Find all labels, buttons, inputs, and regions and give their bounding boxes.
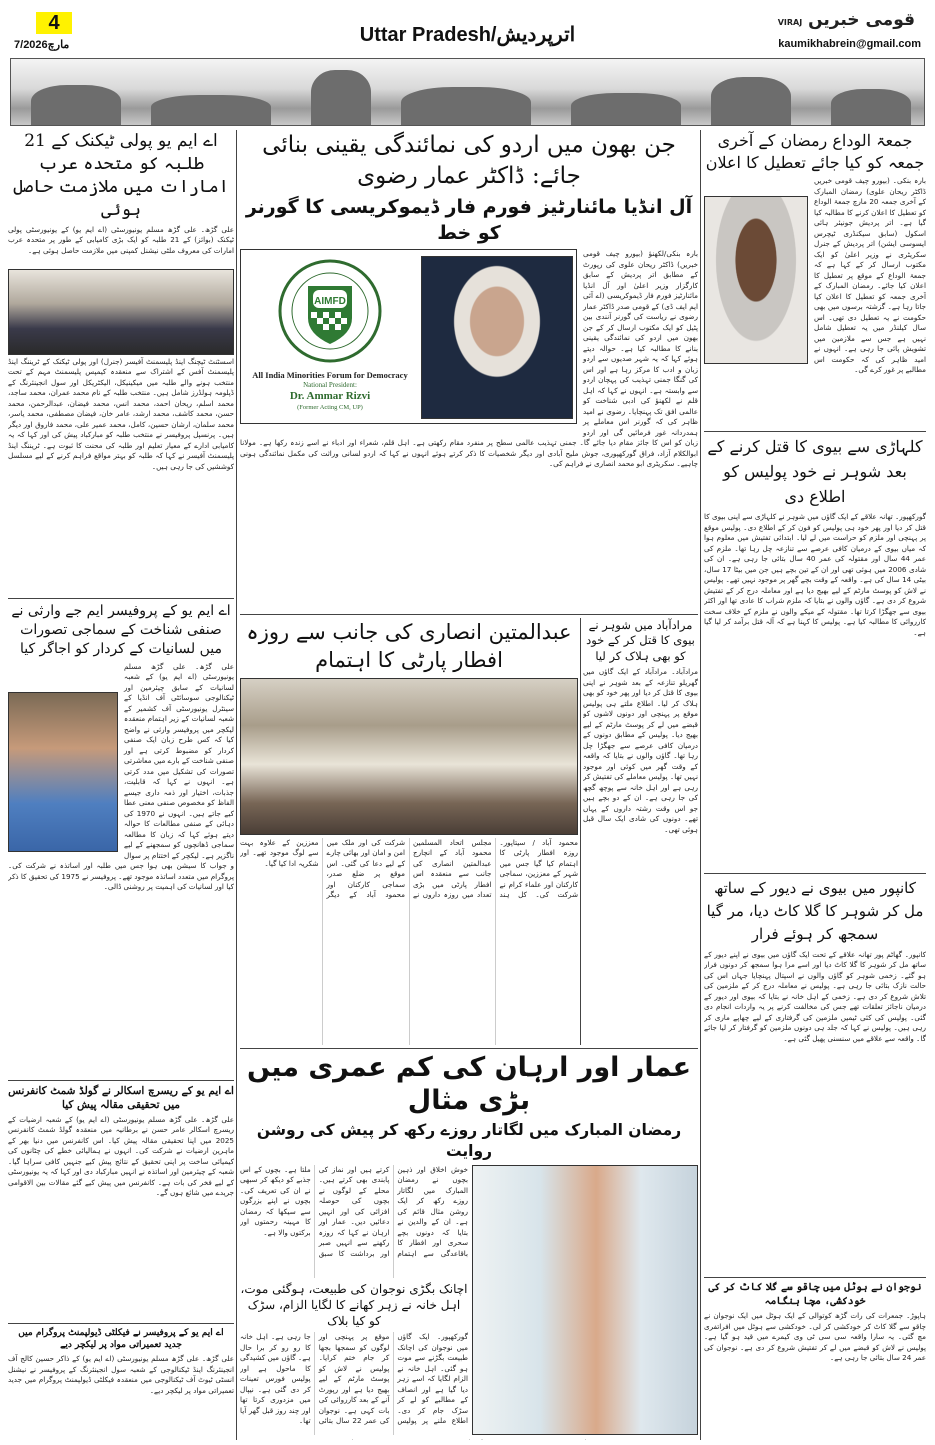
article-body: [704, 176, 926, 428]
dr-ammar-rizvi-photo: [421, 256, 573, 419]
divider: [240, 1048, 698, 1049]
headline-iftar-party: عبدالمتین انصاری کی جانب سے روزہ افطار پارٹی کا اہتمام: [246, 619, 572, 673]
fasting-left: [240, 1165, 468, 1435]
article-body: علی گڑھ۔ علی گڑھ مسلم یونیورسٹی (اے ایم یو) کے یونیورسٹی پولی ٹیکنک (بوائز) کے 21 طلبہ کو ایک بڑی کامیابی کے طور پر متحدہ عرب امارات کی معروف ملٹی نیشنل کمپنی میں ملازمت حاصل ہوئی ہے۔: [8, 224, 234, 255]
headline-amu-professor-varsi: اے ایم یو کے پروفیسر ایم جے وارثی نے صنفی شناخت کے سماجی تصورات میں لسانیات کے کردار کو اجاگر کیا: [11, 603, 231, 657]
left-column: [8, 130, 234, 1440]
aimfd-image: [240, 249, 577, 424]
headline-axe-murder: کلہاڑی سے بیوی کا قتل کرنے کے بعد شوہر نے خود پولیس کو اطلاع دی: [707, 437, 923, 506]
skyline-banner: [10, 58, 925, 126]
iftar-row: [240, 618, 698, 1045]
issue-date: 7/مارچ2026: [14, 39, 70, 51]
article-body: علی گڑھ۔ علی گڑھ مسلم یونیورسٹی (اے ایم یو) کے شعبہ ارضیات کے ریسرچ اسکالر عامر حسن نے برطانیہ میں منعقدہ گولڈ شمٹ کانفرنس 2025 میں اپنا تحقیقی مقالہ پیش کیا۔ اس کانفرنس میں دنیا بھر کے ماہرین ارضیات نے شرکت کی۔ انہوں نے ہمالیائی خطے کی چٹانوں کی کیمیائی ساخت پر اپنی تحقیق کے نتائج پیش کیے جنہیں کافی سراہا گیا۔ شعبہ کے چیئرمین اور اساتذہ نے انہیں مبارکباد دی اور کہا کہ یہ یونیورسٹی کے لیے فخر کی بات ہے۔ کانفرنس میں پیش کیے گئے مقالات بین الاقوامی جریدے میں شائع ہوں گے۔: [8, 1114, 234, 1198]
divider: [704, 431, 926, 432]
headline-moradabad: مرادآباد میں شوہر نے بیوی کا قتل کر کے خود کو بھی ہلاک کر لیا: [586, 617, 695, 663]
article-text: بارہ بنکی۔ (بیورو چیف قومی خبریں ڈاکٹر ریحان علوی) رمضان المبارک کے آخری جمعہ 20 مارچ جمعۃ الوداع کو تعطیل کا اعلان کرنے کا مطالبہ کیا گیا ہے۔ اتر پردیش جونیئر ہائی اسکول (سابق سیکنڈری ٹیچرس ایسوسی ایشن) اتر پردیش کے جنرل سکریٹری نے وزیر اعلیٰ کو ایک مکتوب ارسال کر کے کہا ہے کہ جمعۃ الوداع کے موقع پر تعطیل کا اعلان کیا جائے۔ رمضان المبارک کے آخری جمعہ کو تعطیل کا اعلان کیا جاتا رہا ہے۔ گزشتہ برسوں میں بھی حکومت نے یہ تعطیل دی تھی۔ اس سال کیلنڈر میں یہ تعطیل شامل نہیں ہے جس سے ملازمین میں تشویش پائی جا رہی ہے۔ انہوں نے امید ظاہر کی کہ حکومت اس مطالبے پر غور کرے گی۔: [814, 176, 926, 375]
card-note: (Former Acting CM, UP): [297, 403, 363, 411]
iftar-photo: [240, 678, 578, 835]
section-title: Uttar Pradesh/اترپردیش: [359, 24, 576, 46]
headline-youth-death: اچانک بگڑی نوجوان کی طبیعت، ہوگئی موت، اہل خانہ نے زہر کھانے کا لگایا الزام، سڑک کو کیا بلاک: [240, 1281, 468, 1329]
subheadline-fasting-children: رمضان المبارک میں لگاتار روزے رکھ کر پیش کی روشن روایت: [256, 1121, 682, 1160]
children-photo: [472, 1165, 698, 1435]
column-divider: [700, 130, 701, 1440]
headline-hotel-suicide: نوجوان نے ہوٹل میں چاقو سے گلا کاٹ کر کی خودکشی، مچا ہنگامہ: [708, 1282, 922, 1307]
column-divider: [580, 618, 581, 1045]
headline-faculty-development: اے ایم یو کے پروفیسر نے فیکلٹی ڈیولپمنٹ پروگرام میں جدید تعمیراتی مواد پر لیکچر دیے: [18, 1327, 224, 1351]
page-number: 4: [36, 12, 72, 34]
professor-portrait: [8, 692, 118, 852]
moradabad-story: [583, 618, 698, 1045]
card-role: National President:: [303, 380, 357, 389]
column-divider: [236, 130, 237, 1440]
divider: [704, 1277, 926, 1278]
center-column: [240, 130, 698, 1440]
contact-email[interactable]: kaumikhabrein@gmail.com: [778, 38, 921, 50]
iftar-story: [240, 618, 578, 1045]
headline-fasting-children: عمار اور ارہان کی کم عمری میں بڑی مثال: [246, 1052, 692, 1116]
fasting-row: [240, 1165, 698, 1435]
card-person: Dr. Ammar Rizvi: [289, 389, 371, 402]
article-text: علی گڑھ۔ علی گڑھ مسلم یونیورسٹی (اے ایم یو) کے شعبہ لسانیات کے سابق چیئرمین اور ٹیکنالوجی سوسائٹی آف انڈیا کے سینٹرل یونیورسٹی آف کشمیر کے شعبہ لسانیات کے زیر اہتمام منعقدہ لیکچر میں پروفیسر وارثی نے واضح کیا کہ کس طرح زبان ایک صنفی کردار کو مضبوط کرتی ہے اور صنفی شناخت کے بارے میں معاشرتی تصورات کی تشکیل میں مدد کرتی ہے۔ انہوں نے کہا کہ قابلیت، جذبات، اختیار اور ذمہ داری جیسے الفاظ کو مخصوص صنفی معنی عطا کیے جاتے ہیں۔ انہوں نے 1970 کی دہائی کے صنفی مطالعات کا حوالہ دیتے ہوئے کہا کہ زبان کا مطالعہ سماجی ڈھانچوں کو سمجھنے کے لیے ناگزیر ہے۔ لیکچر کے اختتام پر سوال و جواب کا سیشن بھی ہوا جس میں طلبہ اور اساتذہ نے شرکت کی۔ پروگرام میں متعدد اساتذہ موجود تھے۔ پروفیسر نے 1975 کی تحقیق کا ذکر کیا اور لسانیات کی اہمیت پر روشنی ڈالی۔: [8, 661, 234, 892]
divider: [8, 598, 234, 599]
brand-name: قومی خبریں: [808, 10, 915, 30]
article-body: خوش اخلاق اور ذہین بچوں نے رمضان المبارک میں لگاتار روزے رکھ کر ایک روشن مثال قائم کی ہے۔ ان کے والدین نے بتایا کہ دونوں بچے سحری اور افطار کا باقاعدگی سے اہتمام کرتے ہیں اور نماز کی پابندی بھی کرتے ہیں۔ محلے کے لوگوں نے بچوں کی حوصلہ افزائی کی اور انہیں دعائیں دیں۔ عمار اور ارہان نے کہا کہ روزہ رکھنے سے انہیں صبر اور برداشت کا سبق ملتا ہے۔ بچوں کے اس جذبے کو دیکھ کر سبھی نے ان کی تعریف کی۔ بچوں نے اپنے بزرگوں سے سیکھا کہ رمضان کا مہینہ رحمتوں اور برکتوں والا ہے۔: [240, 1164, 468, 1258]
headline-kanpur: کانپور میں بیوی نے دیور کے ساتھ مل کر شوہر کا گلا کاٹ دیا، مر گیا سمجھ کر ہوئے فرار: [706, 878, 924, 944]
subheadline-letter-to-governor: آل انڈیا مائنارٹیز فورم فار ڈیموکریسی کا گورنر کو خط: [245, 196, 693, 244]
portrait-photo: [704, 196, 808, 364]
article-body: کانپور۔ گھاٹم پور تھانہ علاقے کے تحت ایک گاؤں میں بیوی نے اپنے دیور کے ساتھ مل کر شوہر کا گلا کاٹ دیا اور اسے مرا ہوا سمجھ کر دونوں فرار ہو گئے۔ زخمی شوہر کو گاؤں والوں نے اسپتال پہنچایا جہاں اس کی حالت نازک بتائی جا رہی ہے۔ پولیس نے معاملہ درج کر کے ملزمین کی تلاش شروع کر دی ہے۔ زخمی کے اہل خانہ نے بتایا کہ بیوی اور دیور کے درمیان ناجائز تعلقات تھے جس کی مخالفت کرنے پر یہ واردات انجام دی گئی۔ پولیس کی کئی ٹیمیں ملزمین کی گرفتاری کے لیے چھاپے ماری کر رہی ہیں۔ پولیس نے کہا کہ جلد ہی دونوں ملزمین کو گرفتار کر لیا جائے گا۔ واقعہ سے علاقے میں سنسنی پھیل گئی ہے۔: [704, 949, 926, 1043]
card-org-name: All India Minorities Forum for Democracy: [252, 369, 408, 380]
svg-text:AIMFD: AIMFD: [314, 296, 346, 308]
brand-mark: VIRAJ: [777, 18, 803, 27]
article-body: [240, 1439, 698, 1440]
article-body: محمود آباد / سیتاپور۔ روزہ افطار پارٹی کا اہتمام کیا گیا جس میں شہر کے معززین، سماجی کارکنان اور علماء کرام نے شرکت کی۔ کل ہند مجلس اتحاد المسلمین محمود آباد کے انچارج عبدالمتین انصاری کی جانب سے منعقدہ اس افطار پارٹی میں بڑی تعداد میں روزہ داروں نے شرکت کی اور ملک میں امن و امان اور بھائی چارے کے لیے دعا کی گئی۔ اس موقع پر ضلع صدر، سماجی کارکنان اور محمود آباد کے دیگر معززین کے علاوہ بہت سے لوگ موجود تھے۔ اور شکریہ ادا کیا گیا۔: [240, 837, 578, 900]
article-body: [8, 662, 234, 1077]
divider: [240, 614, 698, 615]
article-body: علی گڑھ۔ علی گڑھ مسلم یونیورسٹی (اے ایم یو) کے ذاکر حسین کالج آف انجینئرنگ اینڈ ٹیکنالوجی کے شعبہ سول انجینئرنگ کے پروفیسر نے نیشنل انسٹی ٹیوٹ آف ٹیکنالوجی میں منعقدہ فیکلٹی ڈیولپمنٹ پروگرام میں جدید تعمیراتی مواد پر لیکچر دیے۔: [8, 1354, 234, 1395]
headline-urdu-representation: جن بھون میں اردو کی نمائندگی یقینی بنائی جائے: ڈاکٹر عمار رضوی: [262, 132, 676, 190]
divider: [704, 873, 926, 874]
aimfd-logo-icon: [275, 256, 385, 366]
divider: [8, 1080, 234, 1081]
article-body: گورکھپور۔ تھانہ علاقے کے ایک گاؤں میں شوہر نے کلہاڑی سے اپنی بیوی کا قتل کر دیا اور پھر خود ہی پولیس کو فون کر کے اطلاع دی۔ پولیس موقع پر پہنچی اور ملزم کو حراست میں لے لیا۔ ابتدائی تفتیش میں معلوم ہوا کہ میاں بیوی کے درمیان کافی عرصے سے تنازعہ چل رہا تھا۔ ملزم کی عمر 44 سال اور مقتولہ کی عمر 40 سال بتائی جا رہی ہے۔ ان کی شادی 2006 میں ہوئی تھی اور ان کے تین بچے ہیں جن میں بیٹا 17 سال، بیٹی 14 سال کی ہے۔ واقعہ کے وقت بچے گھر پر موجود نہیں تھے۔ پولیس نے لاش کو پوسٹ مارٹم کے لیے بھیج دیا ہے اور معاملہ درج کر کے تفتیش شروع کر دی ہے۔ گاؤں والوں نے بتایا کہ ملزم شراب کا عادی تھا اور اکثر بیوی سے جھگڑا کرتا تھا۔ مقتولہ کے میکے والوں نے ملزم کے خلاف سخت کارروائی کا مطالبہ کیا ہے۔ پولیس کا کہنا ہے کہ آلہ قتل برآمد کر لیا گیا ہے۔: [704, 512, 926, 637]
divider: [8, 1323, 234, 1324]
group-photo-students: [8, 269, 234, 355]
article-text: بارہ بنکی/لکھنؤ (بیورو چیف قومی خبریں) ڈاکٹر ریحان علوی کی رپورٹ کے مطابق اتر پردیش کے سابق کارگزار وزیر اعلیٰ اور آل انڈیا مائنارٹیز فورم فار ڈیموکریسی (اے آئی ایم ایف ڈی) کے قومی صدر ڈاکٹر عمار رضوی نے ریاست کی گورنر آنندی بین پٹیل کو ایک مکتوب ارسال کر کے جن بھون میں اردو کی نمائندگی یقینی بنانے کا مطالبہ کیا ہے۔ حوالہ دیتے ہوئے کہا کہ یہ شہر صدیوں سے اردو زبان و ادب کا مرکز رہا ہے اور اس کی گنگا جمنی تہذیب کی پہچان اردو سے وابستہ ہے۔ انہوں نے کہا کہ اہل قلم نے لکھنؤ کی ادبی شناخت کو عالمی افق تک پہنچایا۔ رضوی نے امید ظاہر کی کہ گورنر اس معاملے پر ہمدردانہ غور فرمائیں گی اور اردو زبان کو اس کا جائز مقام دیا جائے گا۔ جمنی تہذیب عالمی سطح پر منفرد مقام رکھتی ہے۔ اہل قلم، شعراء اور ادباء نے اسے زندہ رکھا ہے۔ مولانا ابوالکلام آزاد، فراق گورکھپوری، جوش ملیح آبادی اور دیگر شخصیات کا ذکر کرتے ہوئے انہوں نے کہا کہ اردو لسانی وراثت کی مکمل نمائندگی ہونی چاہیے۔ سکریٹری ابو محمد انصاری نے فراہم کی۔: [240, 249, 698, 469]
article-body: اسسٹنٹ ٹیچنگ اینڈ پلیسمنٹ آفیسر (جنرل) اور پولی ٹیکنک کے ٹریننگ اینڈ پلیسمنٹ آفس کے اشتراک سے منعقدہ کیمپس پلیسمنٹ مہم کے تحت منتخب ہونے والے طلبہ میں میکینیکل، الیکٹریکل اور سول انجینئرنگ کے ڈپلومہ ہولڈرز شامل ہیں۔ منتخب طلبہ کے نام محمد عمران، محمد ساجد، محمد اسلم، ریحان احمد، محمد انس، محمد فیضان، عبدالرحمن، محمد حسن، محمد کاشف، محمد ارشد، عامر خان، فیضان مصطفی، محمد یاسر، محمد سلمان، ارشان حسین، کامل، محمد عمیر علی، محمد فاروق اور دیگر ہیں۔ پرنسپل پروفیسر نے منتخب طلبہ کو مبارکباد پیش کی اور کہا کہ یہ کامیابی ادارے کے معیار تعلیم اور طلبہ کی محنت کا ثبوت ہے۔ ٹریننگ اینڈ پلیسمنٹ آفیسر نے کہا کہ طلبہ کو بہتر مواقع فراہم کرنے کے لیے مسلسل کوششیں کی جا رہی ہیں۔: [8, 356, 234, 471]
headline-amu-polytechnic: اے ایم یو پولی ٹیکنک کے 21 طلبہ کو متحدہ عرب امارات میں ملازمت حاصل ہوئی: [13, 131, 229, 220]
masthead-logo: [778, 10, 915, 30]
aimfd-card: [241, 250, 419, 423]
headline-research-scholar: اے ایم یو کے ریسرچ اسکالر نے گولڈ شمٹ کانفرنس میں تحقیقی مقالہ پیش کیا: [8, 1084, 234, 1111]
article-body: گورکھپور۔ ایک گاؤں میں نوجوان کی اچانک طبیعت بگڑنے سے موت ہو گئی۔ اہل خانہ نے الزام لگایا کہ اسے زہر دیا گیا ہے اور انصاف کے مطالبے کو لے کر سڑک جام کر دی۔ اطلاع ملنے پر پولیس موقع پر پہنچی اور لوگوں کو سمجھا بجھا کر جام ختم کرایا۔ پولیس نے لاش کو پوسٹ مارٹم کے لیے بھیج دیا ہے اور رپورٹ آنے کے بعد کارروائی کی بات کہی ہے۔ نوجوان کی عمر 22 سال بتائی جا رہی ہے۔ اہل خانہ کا رو رو کر برا حال ہے۔ گاؤں میں کشیدگی کا ماحول ہے اور پولیس فورس تعینات کر دی گئی ہے۔ نیپال میں مزدوری کرتا تھا اور چند روز قبل گھر آیا تھا۔: [240, 1332, 468, 1426]
article-body: مرادآباد۔ مرادآباد کے ایک گاؤں میں گھریلو تنازعہ کے بعد شوہر نے اپنی بیوی کا قتل کر دیا اور پھر خود کو بھی ہلاک کر لیا۔ اطلاع ملتے ہی پولیس موقع پر پہنچی اور دونوں لاشوں کو قبضے میں لے کر پوسٹ مارٹم کے لیے بھیج دیا۔ پولیس کے مطابق دونوں کے درمیان کافی عرصے سے جھگڑا چل رہا تھا۔ گاؤں والوں نے بتایا کہ واقعہ کے وقت گھر میں کوئی اور موجود نہیں تھا۔ پولیس معاملے کی تفتیش کر رہی ہے اور اہل خانہ سے پوچھ گچھ کی جا رہی ہے۔ ان کے دو بچے ہیں جو اس وقت رشتہ داروں کے یہاں تھے۔ دونوں کی شادی ایک سال قبل ہوئی تھی۔: [583, 667, 698, 834]
right-column: [704, 130, 926, 1440]
article-body: [240, 249, 698, 611]
headline-jumatul-wida: جمعۃ الوداع رمضان کے آخری جمعہ کو کیا جائے تعطیل کا اعلان: [705, 131, 925, 172]
article-body: ہاپوڑ۔ جمعرات کی رات گڑھ کوتوالی کے ایک ہوٹل میں ایک نوجوان نے چاقو سے گلا کاٹ کر خودکشی کر لی۔ خودکشی سے ہوٹل میں افراتفری مچ گئی۔ یہ سارا واقعہ سی سی ٹی وی کیمرے میں قید ہو گیا ہے۔ پولیس نے لاش کو قبضے میں لے کر تفتیش شروع کر دی ہے۔ نوجوان کی عمر 24 سال بتائی جا رہی ہے۔: [704, 1311, 926, 1363]
